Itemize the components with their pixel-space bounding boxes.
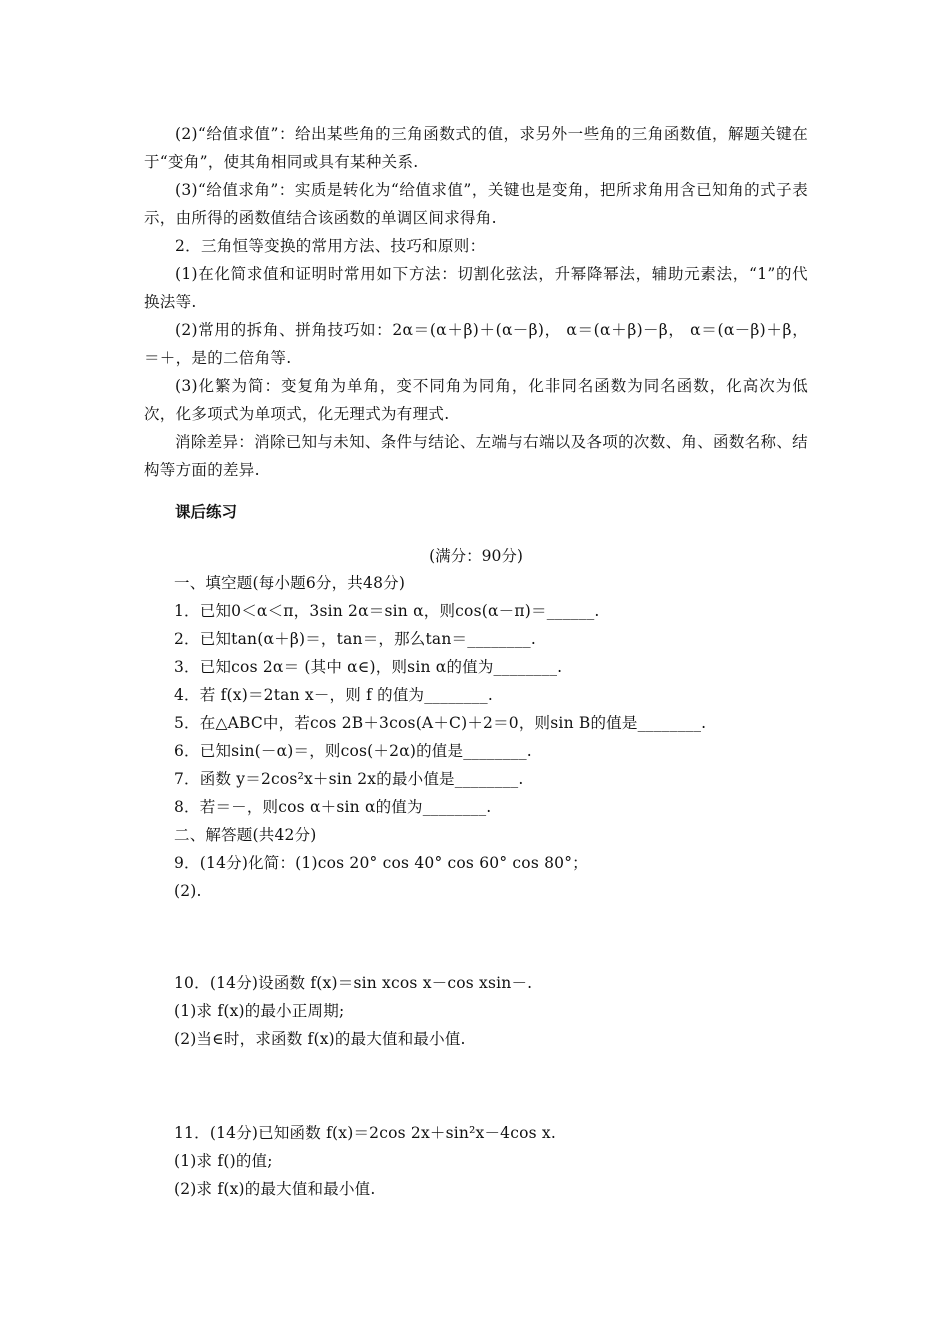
question-10-part-1: (1)求 f(x)的最小正周期; [174, 1002, 345, 1020]
question-11: 11．(14分)已知函数 f(x)＝2cos 2x＋sin²x－4cos x. [174, 1124, 556, 1142]
summary-section-2-title: 2．三角恒等变换的常用方法、技巧和原则： [175, 237, 486, 255]
question-8: 8．若＝－，则cos α＋sin α的值为________. [174, 798, 492, 816]
section-answer: 二、解答题(共42分) [174, 826, 317, 844]
question-11-part-2: (2)求 f(x)的最大值和最小值. [174, 1180, 376, 1198]
exercise-heading: 课后练习 [175, 503, 238, 521]
question-9: 9．(14分)化简：(1)cos 20° cos 40° cos 60° cos 80°； [174, 854, 588, 872]
question-11-part-1: (1)求 f()的值; [174, 1152, 273, 1170]
question-4: 4．若 f(x)＝2tan x－，则 f 的值为________. [174, 686, 493, 704]
summary-method-2: (2)常用的拆角、拼角技巧如：2α＝(α＋β)＋(α－β)， α＝(α＋β)－β， α＝(α－β)＋β，＝＋，是的二倍角等. [144, 321, 808, 367]
question-6: 6．已知sin(－α)＝，则cos(＋2α)的值是________. [174, 742, 532, 760]
summary-paragraph-3: (3)“给值求角”：实质是转化为“给值求值”，关键也是变角，把所求角用含已知角的式子表示，由所得的函数值结合该函数的单调区间求得角. [144, 181, 808, 227]
summary-paragraph-2: (2)“给值求值”：给出某些角的三角函数式的值，求另外一些角的三角函数值，解题关键在于“变角”，使其角相同或具有某种关系. [144, 125, 808, 171]
question-1: 1．已知0＜α＜π，3sin 2α＝sin α，则cos(α－π)＝______. [174, 602, 600, 620]
summary-method-1: (1)在化简求值和证明时常用如下方法：切割化弦法，升幂降幂法，辅助元素法，“1”的代换法等. [144, 265, 808, 311]
section-fill-in: 一、填空题(每小题6分，共48分) [174, 574, 406, 592]
summary-method-3: (3)化繁为简：变复角为单角，变不同角为同角，化非同名函数为同名函数，化高次为低次，化多项式为单项式，化无理式为有理式. [144, 377, 808, 423]
summary-eliminate-difference: 消除差异：消除已知与未知、条件与结论、左端与右端以及各项的次数、角、函数名称、结构等方面的差异. [144, 433, 808, 479]
question-2: 2．已知tan(α＋β)＝，tan＝，那么tan＝________. [174, 630, 536, 648]
question-10-part-2: (2)当∈时，求函数 f(x)的最大值和最小值. [174, 1030, 466, 1048]
full-score-note: (满分：90分) [429, 547, 523, 565]
question-9-part-2: (2). [174, 882, 202, 900]
question-7: 7．函数 y＝2cos²x＋sin 2x的最小值是________. [174, 770, 524, 788]
question-10: 10．(14分)设函数 f(x)＝sin xcos x－cos xsin－. [174, 974, 533, 992]
question-3: 3．已知cos 2α＝ (其中 α∈)，则sin α的值为________. [174, 658, 563, 676]
question-5: 5．在△ABC中，若cos 2B＋3cos(A＋C)＋2＝0，则sin B的值是________. [174, 714, 707, 732]
